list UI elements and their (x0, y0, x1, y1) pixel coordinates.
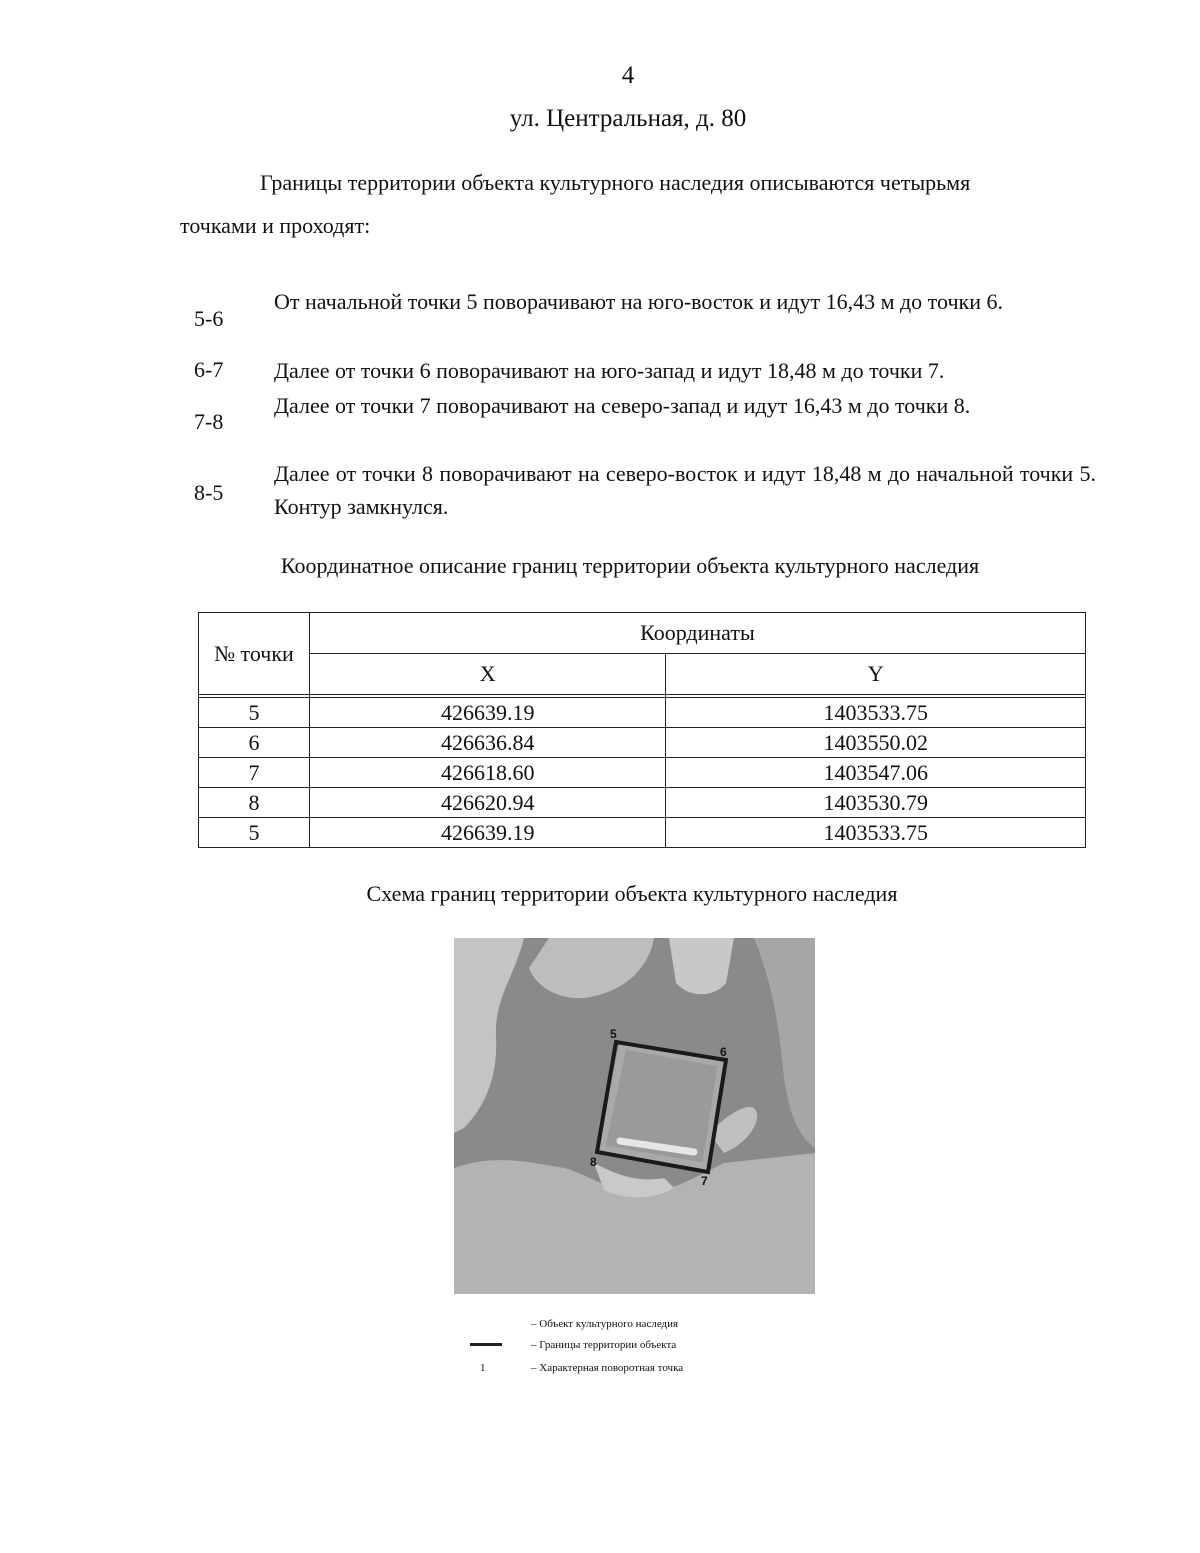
cell-x: 426639.19 (309, 698, 666, 728)
segment-text: Далее от точки 7 поворачивают на северо-запад и идут 16,43 м до точки 8. (274, 393, 971, 418)
table-row (199, 758, 1086, 788)
segment-text: Далее от точки 8 поворачивают на северо-восток и идут 18,48 м до начальной точки 5. Контур замкнулся. (274, 461, 1096, 519)
segment-text: От начальной точки 5 поворачивают на юго-восток и идут 16,43 м до точки 6. (274, 289, 1003, 314)
header-coordinates: Координаты (309, 613, 1085, 654)
legend-point-text: – Характерная поворотная точка (531, 1362, 684, 1374)
table-row (199, 818, 1086, 848)
cell-y: 1403550.02 (666, 728, 1086, 758)
cell-y: 1403530.79 (666, 788, 1086, 818)
intro-line-2: точками и проходят: (180, 213, 371, 238)
segment-code: 7-8 (194, 409, 224, 434)
cell-y: 1403547.06 (666, 758, 1086, 788)
legend-object-text: – Объект культурного наследия (531, 1318, 679, 1330)
header-y: Y (666, 654, 1086, 695)
cell-point: 8 (199, 788, 310, 818)
map-point-label: 8 (590, 1155, 597, 1169)
segment-code: 8-5 (194, 480, 224, 505)
legend-boundary-line (470, 1343, 502, 1346)
table-title: Координатное описание границ территории объекта культурного наследия (280, 553, 980, 578)
address-heading: ул. Центральная, д. 80 (509, 105, 747, 132)
cell-point: 5 (199, 818, 310, 848)
legend-point-symbol: 1 (480, 1362, 486, 1374)
cell-point: 6 (199, 728, 310, 758)
page-number: 4 (621, 62, 635, 89)
cell-point: 7 (199, 758, 310, 788)
boundary-map (454, 938, 815, 1294)
map-point-label: 5 (610, 1027, 617, 1041)
intro-line-1: Границы территории объекта культурного наследия описываются четырьмя (260, 170, 971, 195)
segment-code: 5-6 (194, 306, 224, 331)
header-point-number: № точки (199, 613, 310, 695)
coordinates-table (198, 612, 1086, 848)
map-point-label: 7 (701, 1174, 708, 1188)
cell-x: 426618.60 (309, 758, 666, 788)
segment-text: Далее от точки 6 поворачивают на юго-запад и идут 18,48 м до точки 7. (274, 358, 945, 383)
cell-point: 5 (199, 698, 310, 728)
cell-x: 426636.84 (309, 728, 666, 758)
cell-y: 1403533.75 (666, 698, 1086, 728)
table-row (199, 728, 1086, 758)
map-point-label: 6 (720, 1045, 727, 1059)
cell-x: 426620.94 (309, 788, 666, 818)
table-row (199, 788, 1086, 818)
table-row (199, 698, 1086, 728)
cell-x: 426639.19 (309, 818, 666, 848)
header-x: X (309, 654, 666, 695)
scheme-title: Схема границ территории объекта культурного наследия (366, 881, 898, 906)
cell-y: 1403533.75 (666, 818, 1086, 848)
legend-boundary-text: – Границы территории объекта (531, 1339, 677, 1351)
segment-code: 6-7 (194, 357, 224, 382)
